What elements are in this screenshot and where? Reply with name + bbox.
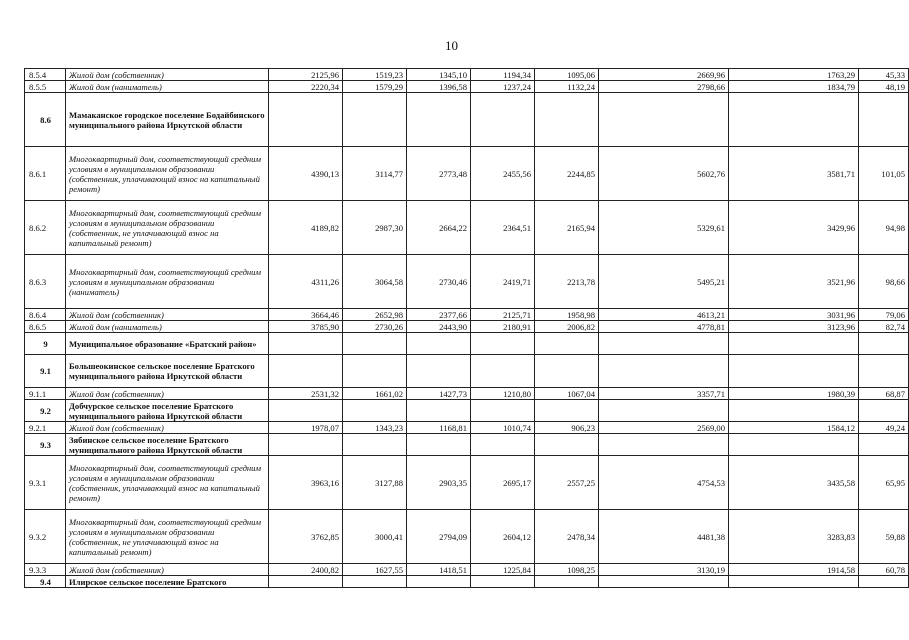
table-row xyxy=(25,400,909,422)
empty-cell xyxy=(729,400,859,422)
section-title: Муниципальное образование «Братский район» xyxy=(66,333,269,355)
value-cell: 82,74 xyxy=(859,321,909,333)
table-row xyxy=(25,456,909,510)
value-cell: 1418,51 xyxy=(407,564,471,576)
row-description: Жилой дом (собственник) xyxy=(66,564,269,576)
value-cell: 2125,96 xyxy=(269,69,343,81)
value-cell: 1194,34 xyxy=(471,69,535,81)
row-code: 8.6.3 xyxy=(25,255,66,309)
empty-cell xyxy=(407,333,471,355)
value-cell: 2903,35 xyxy=(407,456,471,510)
section-title: Илирское сельское поселение Братского xyxy=(66,576,269,588)
empty-cell xyxy=(729,576,859,588)
value-cell: 4613,21 xyxy=(599,309,729,321)
table-row xyxy=(25,69,909,81)
value-cell: 3785,90 xyxy=(269,321,343,333)
value-cell: 60,78 xyxy=(859,564,909,576)
value-cell: 3114,77 xyxy=(343,147,407,201)
value-cell: 2669,96 xyxy=(599,69,729,81)
table-row xyxy=(25,81,909,93)
value-cell: 5329,61 xyxy=(599,201,729,255)
empty-cell xyxy=(599,400,729,422)
section-code: 8.6 xyxy=(25,93,66,147)
table-row xyxy=(25,434,909,456)
value-cell: 4189,82 xyxy=(269,201,343,255)
empty-cell xyxy=(471,355,535,388)
empty-cell xyxy=(535,333,599,355)
value-cell: 1010,74 xyxy=(471,422,535,434)
value-cell: 2443,90 xyxy=(407,321,471,333)
value-cell: 2213,78 xyxy=(535,255,599,309)
table-row xyxy=(25,321,909,333)
value-cell: 3130,19 xyxy=(599,564,729,576)
value-cell: 2478,34 xyxy=(535,510,599,564)
value-cell: 59,88 xyxy=(859,510,909,564)
row-description: Жилой дом (собственник) xyxy=(66,69,269,81)
table-row xyxy=(25,333,909,355)
value-cell: 2419,71 xyxy=(471,255,535,309)
empty-cell xyxy=(269,93,343,147)
empty-cell xyxy=(471,434,535,456)
value-cell: 2244,85 xyxy=(535,147,599,201)
value-cell: 1980,39 xyxy=(729,388,859,400)
value-cell: 4390,13 xyxy=(269,147,343,201)
value-cell: 1627,55 xyxy=(343,564,407,576)
empty-cell xyxy=(343,434,407,456)
section-code: 9.1 xyxy=(25,355,66,388)
value-cell: 2180,91 xyxy=(471,321,535,333)
value-cell: 94,98 xyxy=(859,201,909,255)
empty-cell xyxy=(535,400,599,422)
empty-cell xyxy=(599,576,729,588)
value-cell: 1958,98 xyxy=(535,309,599,321)
empty-cell xyxy=(859,576,909,588)
empty-cell xyxy=(343,576,407,588)
value-cell: 2652,98 xyxy=(343,309,407,321)
value-cell: 1343,23 xyxy=(343,422,407,434)
empty-cell xyxy=(599,355,729,388)
empty-cell xyxy=(269,576,343,588)
value-cell: 2125,71 xyxy=(471,309,535,321)
empty-cell xyxy=(407,434,471,456)
empty-cell xyxy=(859,400,909,422)
value-cell: 906,23 xyxy=(535,422,599,434)
section-code: 9.4 xyxy=(25,576,66,588)
row-description: Многоквартирный дом, соответствующий средним условиям в муниципальном образовании (собственник, уплачивающий взнос на капитальный ремонт) xyxy=(66,456,269,510)
row-code: 8.6.2 xyxy=(25,201,66,255)
value-cell: 2798,66 xyxy=(599,81,729,93)
value-cell: 2794,09 xyxy=(407,510,471,564)
row-code: 9.3.1 xyxy=(25,456,66,510)
value-cell: 5495,21 xyxy=(599,255,729,309)
value-cell: 98,66 xyxy=(859,255,909,309)
empty-cell xyxy=(535,576,599,588)
value-cell: 48,19 xyxy=(859,81,909,93)
table-row xyxy=(25,255,909,309)
value-cell: 2165,94 xyxy=(535,201,599,255)
empty-cell xyxy=(471,576,535,588)
value-cell: 3031,96 xyxy=(729,309,859,321)
empty-cell xyxy=(269,355,343,388)
row-code: 8.6.1 xyxy=(25,147,66,201)
section-title: Большеокинское сельское поселение Братского муниципального района Иркутской области xyxy=(66,355,269,388)
value-cell: 3357,71 xyxy=(599,388,729,400)
value-cell: 3581,71 xyxy=(729,147,859,201)
empty-cell xyxy=(535,434,599,456)
empty-cell xyxy=(729,333,859,355)
value-cell: 1098,25 xyxy=(535,564,599,576)
value-cell: 1579,29 xyxy=(343,81,407,93)
value-cell: 3283,83 xyxy=(729,510,859,564)
row-description: Жилой дом (наниматель) xyxy=(66,321,269,333)
value-cell: 4481,38 xyxy=(599,510,729,564)
row-description: Жилой дом (собственник) xyxy=(66,309,269,321)
value-cell: 49,24 xyxy=(859,422,909,434)
value-cell: 2730,26 xyxy=(343,321,407,333)
value-cell: 1519,23 xyxy=(343,69,407,81)
empty-cell xyxy=(535,355,599,388)
row-code: 8.6.5 xyxy=(25,321,66,333)
empty-cell xyxy=(729,355,859,388)
section-code: 9.3 xyxy=(25,434,66,456)
empty-cell xyxy=(859,355,909,388)
table-row xyxy=(25,147,909,201)
row-code: 8.5.5 xyxy=(25,81,66,93)
section-title: Добчурское сельское поселение Братского муниципального района Иркутской области xyxy=(66,400,269,422)
empty-cell xyxy=(343,355,407,388)
row-code: 8.6.4 xyxy=(25,309,66,321)
table-row xyxy=(25,422,909,434)
value-cell: 65,95 xyxy=(859,456,909,510)
empty-cell xyxy=(859,93,909,147)
value-cell: 2006,82 xyxy=(535,321,599,333)
empty-cell xyxy=(407,93,471,147)
value-cell: 2557,25 xyxy=(535,456,599,510)
row-description: Многоквартирный дом, соответствующий средним условиям в муниципальном образовании (собственник, не уплачивающий взнос на капитальный ремонт) xyxy=(66,201,269,255)
empty-cell xyxy=(859,333,909,355)
value-cell: 4311,26 xyxy=(269,255,343,309)
value-cell: 101,05 xyxy=(859,147,909,201)
row-code: 8.5.4 xyxy=(25,69,66,81)
table-row xyxy=(25,388,909,400)
value-cell: 79,06 xyxy=(859,309,909,321)
page-number: 10 xyxy=(445,38,458,53)
section-title: Мамаканское городское поселение Бодайбинского муниципального района Иркутской области xyxy=(66,93,269,147)
value-cell: 3429,96 xyxy=(729,201,859,255)
value-cell: 2569,00 xyxy=(599,422,729,434)
value-cell: 4778,81 xyxy=(599,321,729,333)
value-cell: 2364,51 xyxy=(471,201,535,255)
empty-cell xyxy=(269,333,343,355)
row-code: 9.3.3 xyxy=(25,564,66,576)
table-row xyxy=(25,576,909,588)
row-description: Многоквартирный дом, соответствующий средним условиям в муниципальном образовании (собственник, уплачивающий взнос на капитальный ремонт) xyxy=(66,147,269,201)
tariff-table xyxy=(24,68,909,588)
value-cell: 68,87 xyxy=(859,388,909,400)
empty-cell xyxy=(599,93,729,147)
row-description: Многоквартирный дом, соответствующий средним условиям в муниципальном образовании (собственник, не уплачивающий взнос на капитальный ремонт) xyxy=(66,510,269,564)
empty-cell xyxy=(535,93,599,147)
table-row xyxy=(25,510,909,564)
empty-cell xyxy=(729,93,859,147)
value-cell: 1396,58 xyxy=(407,81,471,93)
empty-cell xyxy=(343,93,407,147)
value-cell: 4754,53 xyxy=(599,456,729,510)
empty-cell xyxy=(269,434,343,456)
section-code: 9 xyxy=(25,333,66,355)
value-cell: 1237,24 xyxy=(471,81,535,93)
empty-cell xyxy=(599,434,729,456)
value-cell: 1978,07 xyxy=(269,422,343,434)
value-cell: 1763,29 xyxy=(729,69,859,81)
value-cell: 3963,16 xyxy=(269,456,343,510)
section-code: 9.2 xyxy=(25,400,66,422)
value-cell: 2377,66 xyxy=(407,309,471,321)
value-cell: 1584,12 xyxy=(729,422,859,434)
value-cell: 3435,58 xyxy=(729,456,859,510)
value-cell: 1095,06 xyxy=(535,69,599,81)
value-cell: 2773,48 xyxy=(407,147,471,201)
value-cell: 5602,76 xyxy=(599,147,729,201)
value-cell: 2730,46 xyxy=(407,255,471,309)
row-description: Жилой дом (наниматель) xyxy=(66,81,269,93)
value-cell: 1132,24 xyxy=(535,81,599,93)
value-cell: 1210,80 xyxy=(471,388,535,400)
section-title: Зябинское сельское поселение Братского муниципального района Иркутской области xyxy=(66,434,269,456)
table-row xyxy=(25,564,909,576)
row-description: Жилой дом (собственник) xyxy=(66,388,269,400)
value-cell: 3123,96 xyxy=(729,321,859,333)
value-cell: 2455,56 xyxy=(471,147,535,201)
empty-cell xyxy=(343,333,407,355)
value-cell: 3762,85 xyxy=(269,510,343,564)
value-cell: 45,33 xyxy=(859,69,909,81)
value-cell: 2987,30 xyxy=(343,201,407,255)
row-description: Жилой дом (собственник) xyxy=(66,422,269,434)
table-row xyxy=(25,355,909,388)
value-cell: 2664,22 xyxy=(407,201,471,255)
value-cell: 3000,41 xyxy=(343,510,407,564)
empty-cell xyxy=(407,355,471,388)
empty-cell xyxy=(471,93,535,147)
value-cell: 1067,04 xyxy=(535,388,599,400)
value-cell: 2400,82 xyxy=(269,564,343,576)
value-cell: 2531,32 xyxy=(269,388,343,400)
empty-cell xyxy=(859,434,909,456)
empty-cell xyxy=(407,576,471,588)
empty-cell xyxy=(471,400,535,422)
empty-cell xyxy=(599,333,729,355)
value-cell: 2220,34 xyxy=(269,81,343,93)
value-cell: 1345,10 xyxy=(407,69,471,81)
value-cell: 3064,58 xyxy=(343,255,407,309)
table-row xyxy=(25,201,909,255)
value-cell: 2604,12 xyxy=(471,510,535,564)
row-code: 9.2.1 xyxy=(25,422,66,434)
table-row xyxy=(25,309,909,321)
value-cell: 1427,73 xyxy=(407,388,471,400)
row-description: Многоквартирный дом, соответствующий средним условиям в муниципальном образовании (наниматель) xyxy=(66,255,269,309)
value-cell: 1834,79 xyxy=(729,81,859,93)
empty-cell xyxy=(269,400,343,422)
value-cell: 3664,46 xyxy=(269,309,343,321)
empty-cell xyxy=(343,400,407,422)
empty-cell xyxy=(729,434,859,456)
value-cell: 1168,81 xyxy=(407,422,471,434)
value-cell: 3127,88 xyxy=(343,456,407,510)
table-row xyxy=(25,93,909,147)
value-cell: 1914,58 xyxy=(729,564,859,576)
empty-cell xyxy=(471,333,535,355)
value-cell: 2695,17 xyxy=(471,456,535,510)
row-code: 9.1.1 xyxy=(25,388,66,400)
value-cell: 3521,96 xyxy=(729,255,859,309)
value-cell: 1661,02 xyxy=(343,388,407,400)
row-code: 9.3.2 xyxy=(25,510,66,564)
value-cell: 1225,84 xyxy=(471,564,535,576)
empty-cell xyxy=(407,400,471,422)
